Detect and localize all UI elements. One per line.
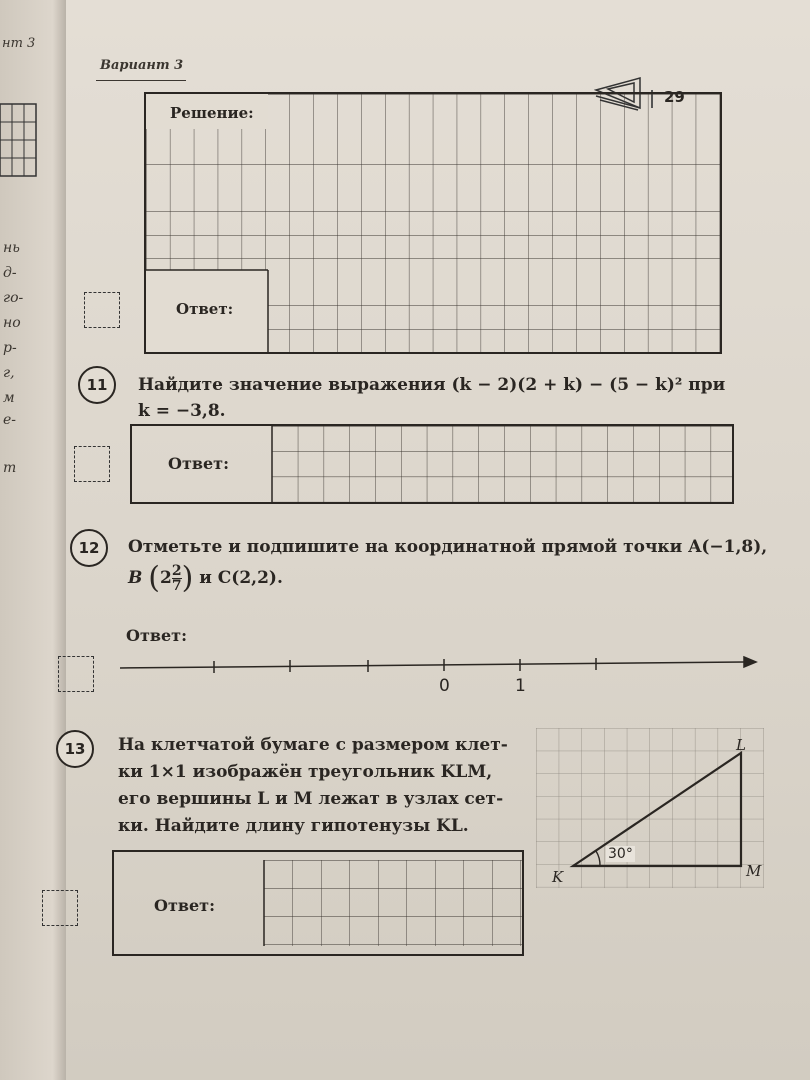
left-fragment-7: м [3, 390, 15, 406]
axis-arrow-icon [744, 657, 756, 667]
q12-text-line1: Отметьте и подпишите на координатной прямой точки A(−1,8), [128, 537, 768, 557]
left-fragment-3: го- [3, 290, 24, 306]
q11-question [138, 372, 738, 424]
q11-number: 11 [78, 366, 116, 404]
q13-score-box[interactable] [42, 890, 78, 926]
q13-text-line4: ки. Найдите длину гипотенузы KL. [118, 816, 469, 836]
q11-answer-box[interactable] [130, 424, 734, 504]
q13-answer-label: Ответ: [154, 896, 215, 915]
point-b-name: B [128, 568, 143, 588]
left-fragment-4: но [3, 315, 21, 331]
header-rule [96, 80, 186, 81]
point-b-fraction [172, 564, 182, 593]
q12-number: 12 [70, 529, 108, 567]
q11-text-line1: Найдите значение выражения (k − 2)(2 + k) − (5 − k)² при [138, 375, 726, 395]
solution-label: Решение: [166, 104, 258, 122]
left-fragment-2: д- [3, 265, 17, 281]
variant-header: Вариант 3 [100, 58, 184, 73]
left-page-grid [0, 100, 40, 180]
q13-text-line1: На клетчатой бумаге с размером клет- [118, 735, 508, 755]
q12-answer-label: Ответ: [126, 626, 187, 645]
left-fragment-9: т [3, 460, 17, 476]
point-b-whole: 2 [160, 568, 172, 588]
solution-answer-grid[interactable] [144, 92, 722, 354]
left-fragment-6: г, [3, 365, 15, 381]
point-b-numerator: 2 [171, 563, 182, 579]
left-fragment-1: нь [3, 240, 20, 256]
point-b-close-paren: ) [181, 560, 194, 596]
q11-answer-label: Ответ: [168, 454, 229, 473]
triangle-grid [536, 728, 764, 888]
angle-label: 30° [608, 846, 633, 862]
axis-label-one: 1 [515, 676, 526, 696]
vertex-l-label: L [736, 736, 746, 754]
coordinate-line[interactable] [118, 650, 758, 680]
point-b-denominator: 7 [171, 578, 182, 594]
q10-score-box[interactable] [84, 292, 120, 328]
q11-score-box[interactable] [74, 446, 110, 482]
left-page-header: нт 3 [2, 36, 36, 51]
point-b-open-paren: ( [148, 560, 161, 596]
axis-label-zero: 0 [439, 676, 450, 696]
vertex-m-label: M [746, 862, 762, 880]
q13-text-line2: ки 1×1 изображён треугольник KLM, [118, 762, 493, 782]
q13-text-line3: его вершины L и M лежат в узлах сет- [118, 789, 504, 809]
q12-text-line2 [128, 560, 768, 596]
q13-question [118, 732, 538, 840]
q10-answer-label: Ответ: [172, 300, 237, 318]
workbook-page [66, 0, 810, 1080]
vertex-k-label: K [552, 868, 564, 886]
q13-answer-box[interactable] [112, 850, 524, 956]
q11-text-line2: k = −3,8. [138, 401, 226, 421]
left-fragment-8: е- [3, 412, 17, 428]
q12-question [128, 534, 768, 596]
q12-text-tail: и C(2,2). [199, 568, 283, 588]
left-fragment-5: р- [3, 340, 17, 356]
q13-number: 13 [56, 730, 94, 768]
q12-score-box[interactable] [58, 656, 94, 692]
